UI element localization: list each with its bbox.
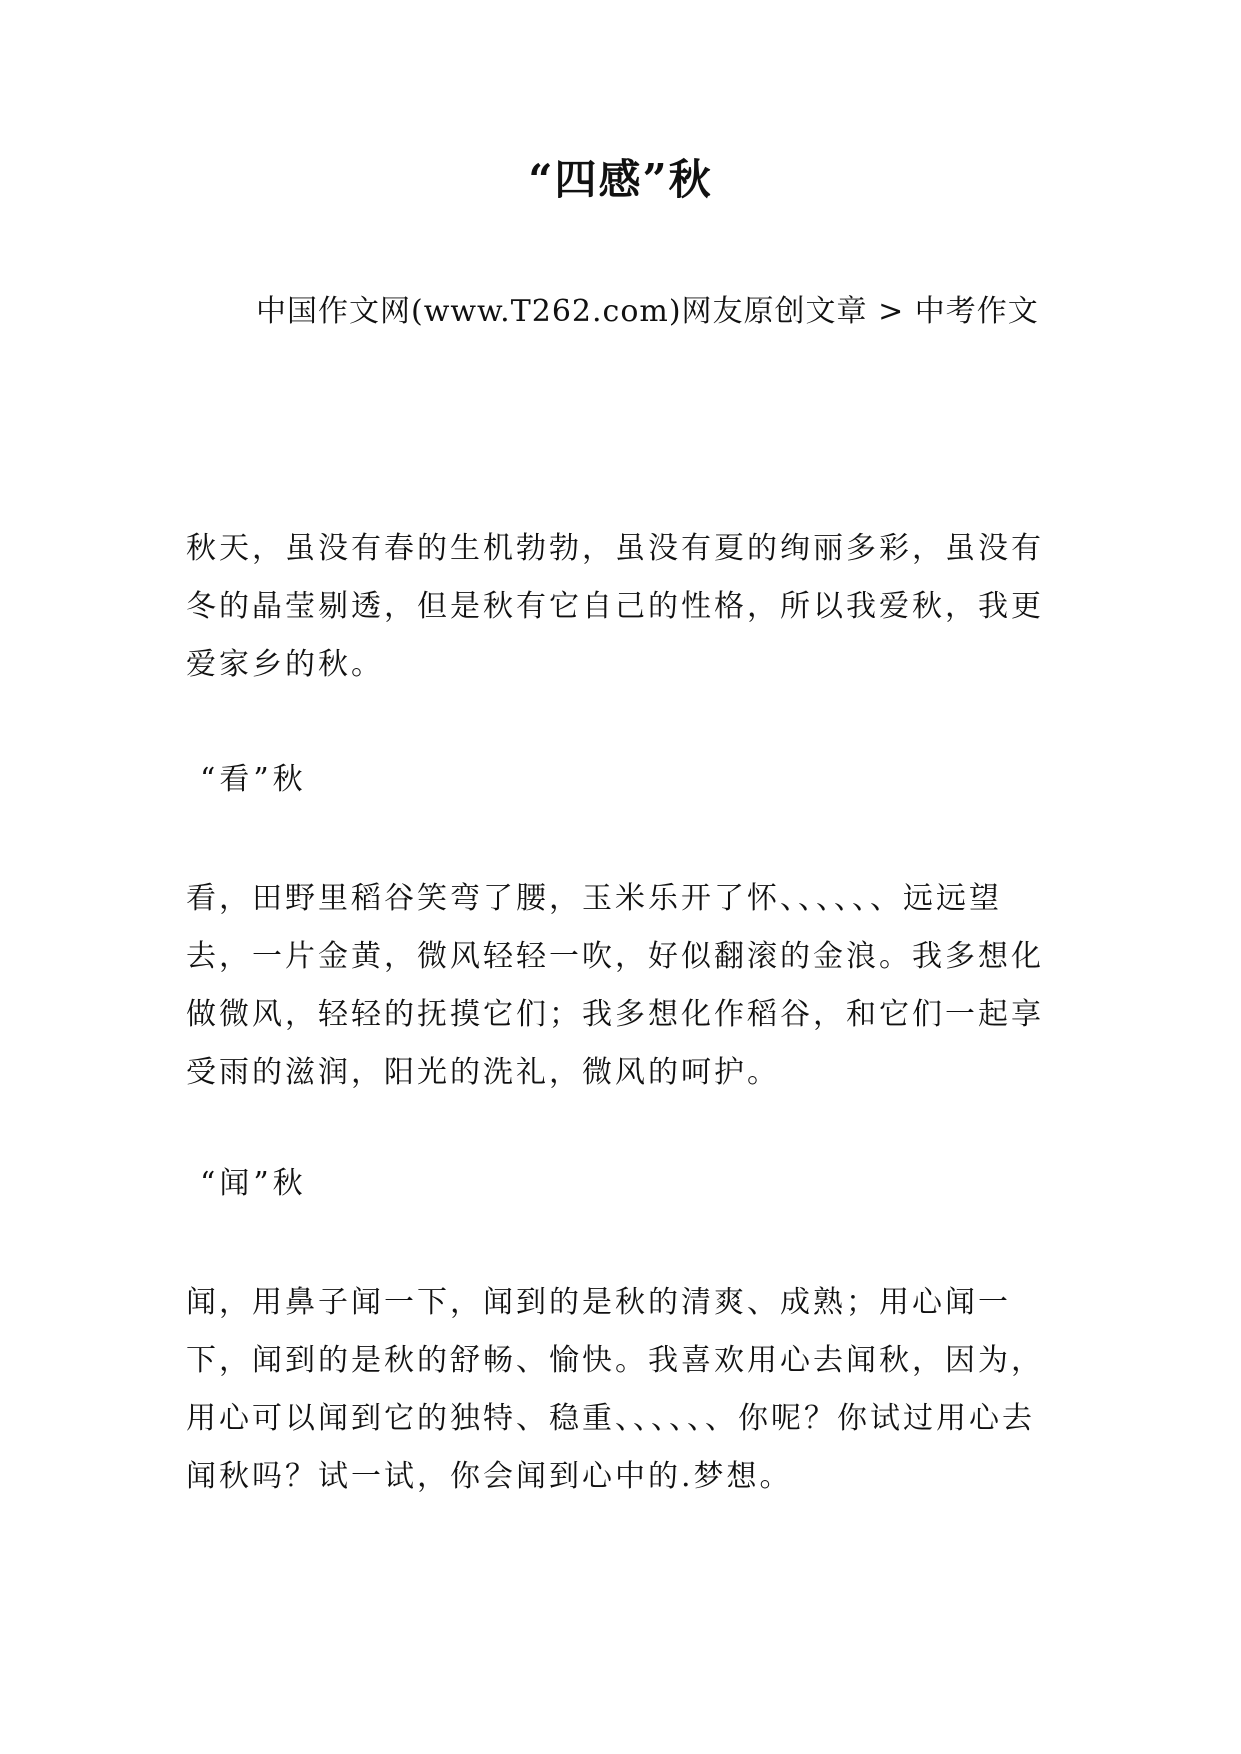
section-heading-smell: “闻”秋 <box>200 1166 307 1201</box>
section-heading-look: “看”秋 <box>200 762 307 797</box>
source-line: 中国作文网(www.T262.com)网友原创文章 > 中考作文 <box>256 294 1039 329</box>
section-paragraph-smell: 闻，用鼻子闻一下，闻到的是秋的清爽、成熟；用心闻一下，闻到的是秋的舒畅、愉快。我喜欢用心去闻秋，因为，用心可以闻到它的独特、稳重、、、、、、你呢？你试过用心去闻秋吗？试一试，你会闻到心中的.梦想。 <box>186 1285 1044 1494</box>
document-title: “四感”秋 <box>528 155 713 204</box>
section-paragraph-look: 看，田野里稻谷笑弯了腰，玉米乐开了怀、、、、、、远远望去，一片金黄，微风轻轻一吹，好似翻滚的金浪。我多想化做微风，轻轻的抚摸它们；我多想化作稻谷，和它们一起享受雨的滋润，阳光的洗礼，微风的呵护。 <box>186 881 1044 1090</box>
intro-paragraph: 秋天，虽没有春的生机勃勃，虽没有夏的绚丽多彩，虽没有冬的晶莹剔透，但是秋有它自己的性格，所以我爱秋，我更爱家乡的秋。 <box>186 531 1044 682</box>
